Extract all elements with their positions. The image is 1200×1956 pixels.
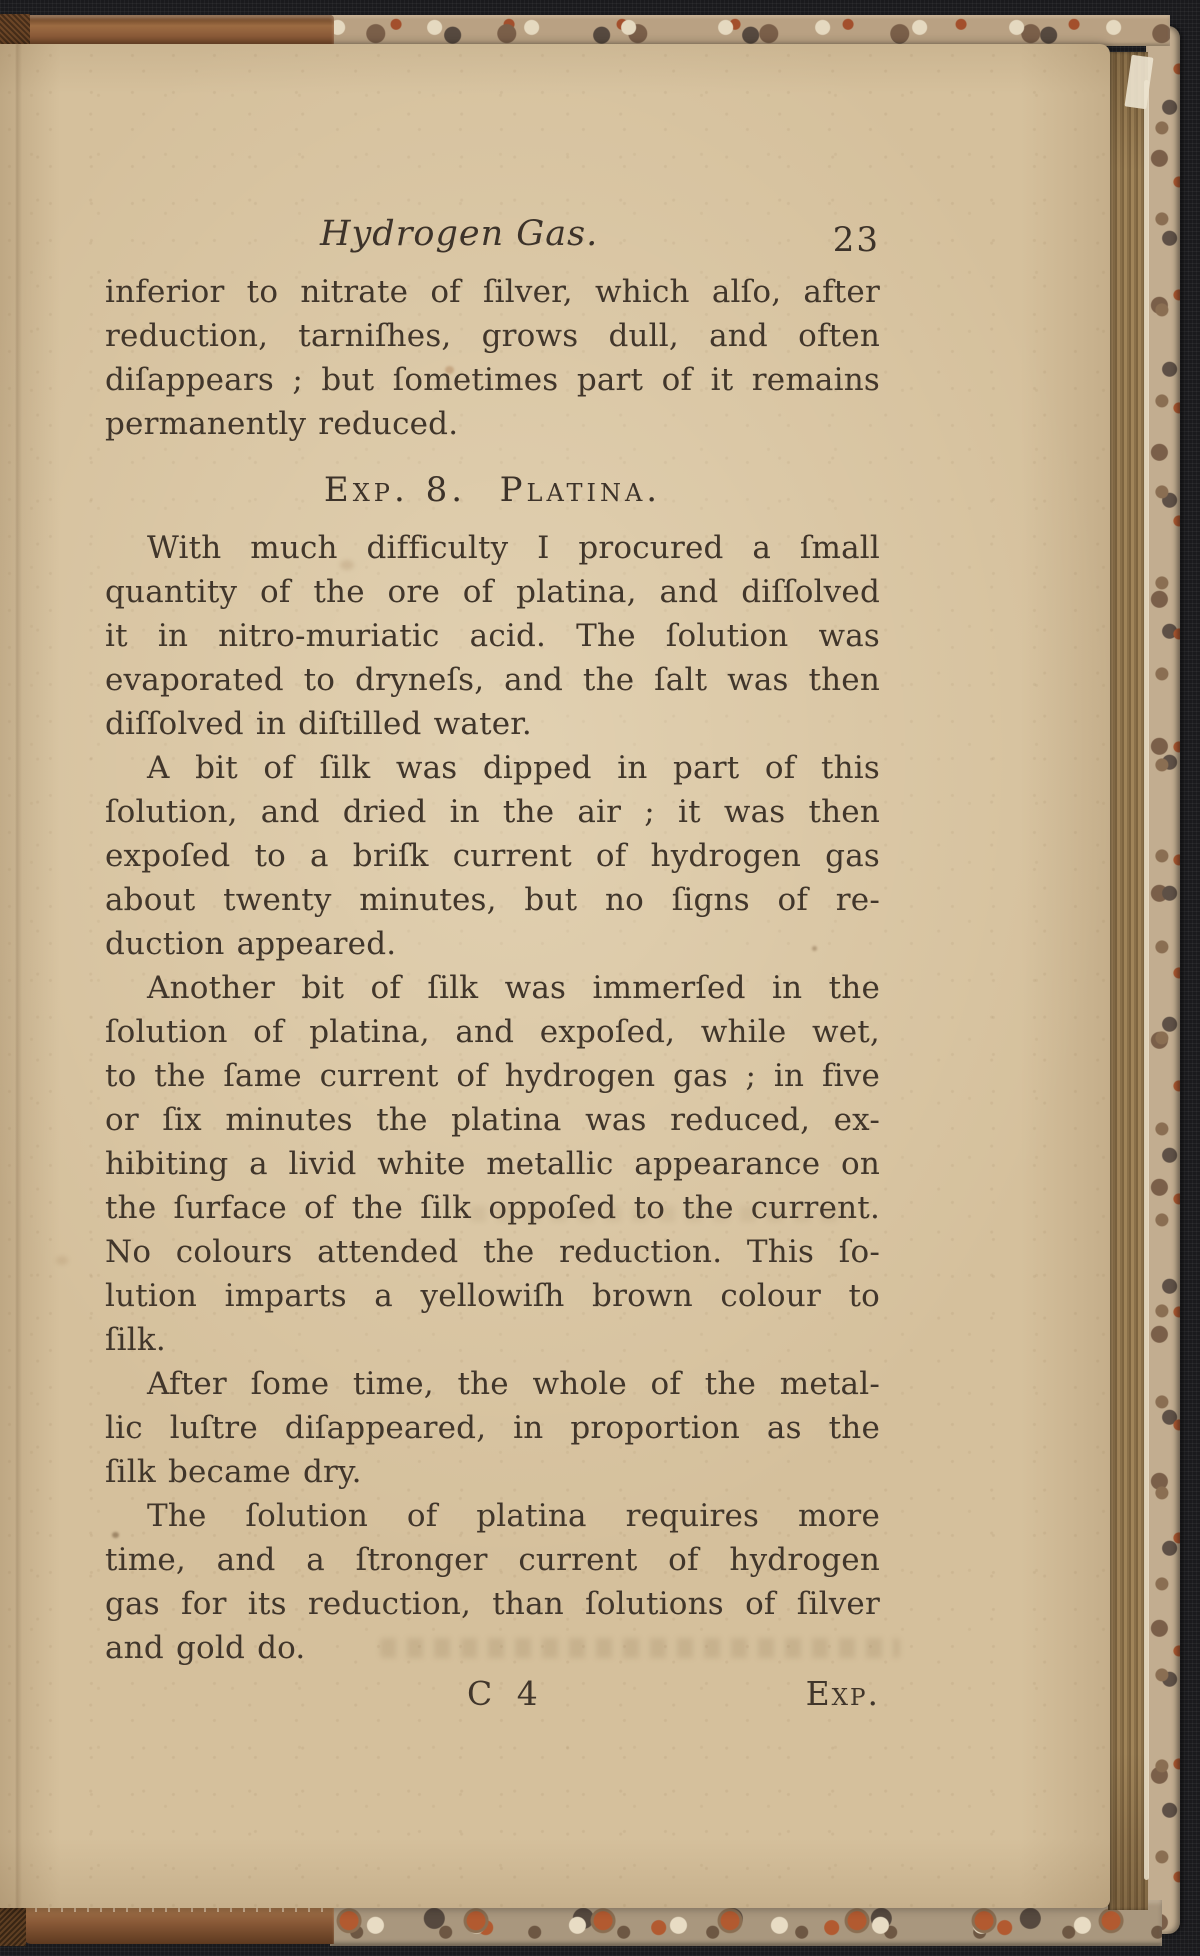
bottom-edge-leather-spine: [22, 1904, 334, 1944]
top-edge-marbled-paper: [326, 15, 1170, 46]
body-text-line: After ſome time, the whole of the metal-: [147, 1366, 880, 1402]
body-text-line: No colours attended the reduction. This ſo-: [105, 1234, 880, 1270]
body-text-line: hibiting a livid white metallic appearance on: [105, 1146, 880, 1182]
bottom-left-leather-corner: [0, 1902, 26, 1946]
body-text-line: evaporated to dryneſs, and the ſalt was then: [105, 662, 880, 698]
body-text-line: ſolution of platina, and expoſed, while wet,: [105, 1014, 880, 1050]
body-text-line: to the ſame current of hydrogen gas ; in five: [105, 1058, 880, 1094]
body-text-line: it in nitro-muriatic acid. The ſolution was: [105, 618, 880, 654]
body-text-line: about twenty minutes, but no ſigns of re-: [105, 882, 880, 918]
top-edge-leather-spine: [0, 15, 334, 46]
body-text-line: and gold do.: [105, 1630, 306, 1666]
catchword: Exp.: [805, 1674, 880, 1713]
body-text-line: lution imparts a yellowiſh brown colour to: [105, 1278, 880, 1314]
body-text-line: diſappears ; but ſometimes part of it remains: [105, 362, 880, 398]
marbled-board-edge: [1146, 26, 1180, 1934]
header-row: [105, 214, 880, 270]
page-number: 23: [832, 220, 880, 260]
body-text-line: gas for its reduction, than ſolutions of ſilver: [105, 1586, 880, 1622]
body-text-line: the ſurface of the ſilk oppoſed to the current.: [105, 1190, 880, 1226]
fore-edge-page-block: [1108, 52, 1148, 1910]
signature-row: [105, 1672, 880, 1716]
text-block: [105, 270, 880, 1716]
foxing-spot: [56, 1256, 68, 1265]
body-text-line: permanently reduced.: [105, 406, 459, 442]
body-text-line: duction appeared.: [105, 926, 397, 962]
body-text-line: ſilk.: [105, 1322, 166, 1358]
book-page: [0, 44, 1110, 1908]
endpaper-sliver: [1144, 80, 1149, 1880]
top-left-leather-corner: [0, 14, 30, 48]
paragraph: [105, 270, 880, 446]
paragraph: [105, 746, 880, 966]
running-head: Hydrogen Gas.: [320, 214, 599, 254]
experiment-heading: Exp. 8. Platina.: [323, 470, 662, 510]
paragraph: [105, 1362, 880, 1494]
body-text-line: The ſolution of platina requires more: [147, 1498, 880, 1534]
body-text-line: or ſix minutes the platina was reduced, ex-: [105, 1102, 880, 1138]
signature-mark: C 4: [467, 1674, 544, 1713]
body-text-line: expoſed to a briſk current of hydrogen gas: [105, 838, 880, 874]
body-text-line: Another bit of ſilk was immerſed in the: [147, 970, 880, 1006]
body-text-line: lic luſtre diſappeared, in proportion as the: [105, 1410, 880, 1446]
body-text-line: inferior to nitrate of ſilver, which alſo, after: [105, 274, 880, 310]
paragraph: [105, 1494, 880, 1670]
body-text-line: time, and a ſtronger current of hydrogen: [105, 1542, 880, 1578]
body-text-line: A bit of ſilk was dipped in part of this: [147, 750, 880, 786]
body-text-line: ſilk became dry.: [105, 1454, 362, 1490]
body-text-line: With much difficulty I procured a ſmall: [147, 530, 880, 566]
paragraph: [105, 526, 880, 746]
paragraph: [105, 966, 880, 1362]
body-text-line: diſſolved in diſtilled water.: [105, 706, 532, 742]
body-text-line: ſolution, and dried in the air ; it was then: [105, 794, 880, 830]
body-text-line: quantity of the ore of platina, and diſſolved: [105, 574, 880, 610]
body-text-line: reduction, tarniſhes, grows dull, and often: [105, 318, 880, 354]
